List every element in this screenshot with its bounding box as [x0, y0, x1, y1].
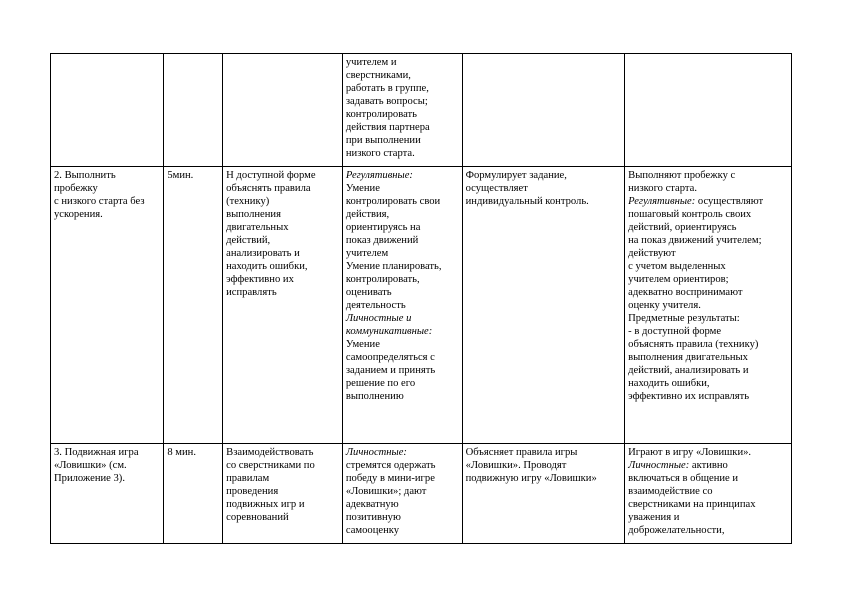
cell-line: при выполнении: [345, 135, 421, 146]
cell-line: Формулирует задание,: [465, 170, 567, 181]
cell-line: взаимодействие со: [628, 486, 713, 497]
cell-line: адекватную: [345, 499, 399, 510]
cell-line: коммуникативные:: [345, 326, 433, 337]
stage-cell: [51, 444, 164, 544]
cell-line: на показ движений учителем;: [628, 235, 762, 246]
cell-line: - в доступной форме: [628, 326, 722, 337]
cell-line: действий, анализировать и: [628, 365, 749, 376]
uud-cell: [342, 167, 462, 444]
cell-line: учителем и: [345, 57, 397, 68]
cell-line: эффективно их исправлять: [628, 391, 750, 402]
cell-line: Предметные результаты:: [628, 313, 740, 324]
stage-cell: [51, 167, 164, 444]
cell-line: победу в мини-игре: [345, 473, 435, 484]
cell-line: деятельность: [345, 300, 406, 311]
table-row: [51, 444, 792, 544]
cell-line: адекватно воспринимают: [628, 287, 743, 298]
cell-line: самоопределяться с: [345, 352, 435, 363]
cell-line: контролировать свои: [345, 196, 441, 207]
cell-line: оценивать: [345, 287, 392, 298]
cell-line: Объясняет правила игры: [465, 447, 578, 458]
cell-line: учителем ориентиров;: [628, 274, 729, 285]
cell-line: подвижную игру «Ловишки»: [465, 473, 597, 484]
cell-line: действуют: [628, 248, 676, 259]
cell-line: Приложение 3).: [54, 473, 125, 484]
cell-line: пошаговый контроль своих: [628, 209, 752, 220]
cell-line: Умение: [345, 183, 380, 194]
students-activity-cell: [625, 54, 792, 167]
cell-line: с учетом выделенных: [628, 261, 726, 272]
teacher-activity-cell: [462, 444, 625, 544]
cell-line: низкого старта.: [345, 148, 415, 159]
cell-line: Выполняют пробежку с: [628, 170, 736, 181]
cell-line: действия,: [345, 209, 390, 220]
cell-line: Умение: [345, 339, 380, 350]
cell-line: сверстниками,: [345, 70, 411, 81]
teacher-activity-cell: [462, 54, 625, 167]
cell-line: Умение планировать,: [345, 261, 442, 272]
students-activity-cell: [625, 167, 792, 444]
cell-line: ориентируясь на: [345, 222, 421, 233]
cell-line: Личностные: активно: [628, 460, 728, 471]
time-cell: [164, 54, 223, 167]
cell-line: контролировать,: [345, 274, 420, 285]
cell-line: эффективно их: [226, 274, 294, 285]
cell-line: действия партнера: [345, 122, 430, 133]
cell-line: Личностные и: [345, 313, 412, 324]
cell-line: действий,: [226, 235, 271, 246]
cell-line: включаться в общение и: [628, 473, 739, 484]
cell-line: выполнения двигательных: [628, 352, 748, 363]
table-row: [51, 54, 792, 167]
cell-line: объяснять правила (технику): [628, 339, 759, 350]
cell-line: действий, ориентируясь: [628, 222, 737, 233]
uud-cell: [342, 54, 462, 167]
cell-line: Регулятивные: осуществляют: [628, 196, 764, 207]
cell-line: со сверстниками по: [226, 460, 315, 471]
cell-line: оценку учителя.: [628, 300, 701, 311]
cell-line: соревнований: [226, 512, 289, 523]
cell-line: объяснять правила: [226, 183, 311, 194]
cell-line: показ движений: [345, 235, 419, 246]
cell-line: двигательных: [226, 222, 289, 233]
cell-line: решение по его: [345, 378, 416, 389]
cell-line: учителем: [345, 248, 389, 259]
cell-line: позитивную: [345, 512, 401, 523]
cell-line: Играют в игру «Ловишки».: [628, 447, 752, 458]
time-cell: [164, 167, 223, 444]
cell-line: «Ловишки»; дают: [345, 486, 427, 497]
table-row: [51, 167, 792, 444]
content-cell: [223, 444, 343, 544]
cell-line: выполнению: [345, 391, 404, 402]
cell-line: пробежку: [54, 183, 98, 194]
cell-line: стремятся одержать: [345, 460, 436, 471]
cell-line: сверстниками на принципах: [628, 499, 756, 510]
cell-line: 8 мин.: [167, 447, 196, 458]
cell-line: самооценку: [345, 525, 400, 536]
cell-line: индивидуальный контроль.: [465, 196, 589, 207]
cell-line: «Ловишки». Проводят: [465, 460, 567, 471]
cell-line: задавать вопросы;: [345, 96, 428, 107]
stage-cell: [51, 54, 164, 167]
teacher-activity-cell: [462, 167, 625, 444]
cell-line: заданием и принять: [345, 365, 436, 376]
cell-line: правилам: [226, 473, 270, 484]
cell-line: Регулятивные:: [345, 170, 413, 181]
cell-line: проведения: [226, 486, 279, 497]
cell-line: уважения и: [628, 512, 680, 523]
cell-line: работать в группе,: [345, 83, 429, 94]
cell-line: Взаимодействовать: [226, 447, 314, 458]
cell-line: исправлять: [226, 287, 277, 298]
cell-line: «Ловишки» (см.: [54, 460, 127, 471]
cell-line: находить ошибки,: [628, 378, 710, 389]
content-cell: [223, 167, 343, 444]
content-cell: [223, 54, 343, 167]
cell-line: выполнения: [226, 209, 281, 220]
cell-line: 3. Подвижная игра: [54, 447, 139, 458]
lesson-plan-table: [50, 53, 792, 544]
cell-line: анализировать и: [226, 248, 300, 259]
cell-line: (технику): [226, 196, 270, 207]
students-activity-cell: [625, 444, 792, 544]
table-body: [51, 54, 792, 544]
cell-line: 5мин.: [167, 170, 194, 181]
time-cell: [164, 444, 223, 544]
cell-line: 2. Выполнить: [54, 170, 116, 181]
cell-line: Личностные:: [345, 447, 407, 458]
cell-line: осуществляет: [465, 183, 528, 194]
cell-line: низкого старта.: [628, 183, 698, 194]
cell-line: доброжелательности,: [628, 525, 725, 536]
uud-cell: [342, 444, 462, 544]
cell-line: с низкого старта без: [54, 196, 145, 207]
cell-line: подвижных игр и: [226, 499, 305, 510]
cell-line: Н доступной форме: [226, 170, 316, 181]
cell-line: находить ошибки,: [226, 261, 308, 272]
cell-line: контролировать: [345, 109, 417, 120]
cell-line: ускорения.: [54, 209, 103, 220]
